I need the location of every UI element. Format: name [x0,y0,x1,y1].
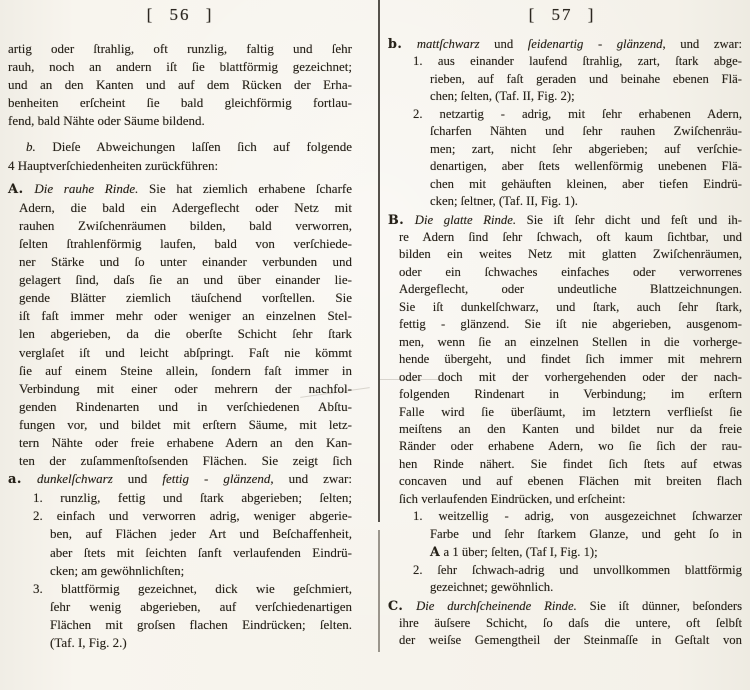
body-text: men, wenn ſie an einzelnen Stellen in die vorherge- [399,334,742,349]
column-divider-line [378,0,380,522]
body-text: artig oder ſtrahlig, oft runzlig, faltig und ſehr [8,41,352,56]
text-line [8,489,352,507]
body-text: (Taf. I, Fig. 2.) [50,635,127,650]
body-text [403,599,416,613]
text-block [388,508,742,561]
body-text [404,213,415,227]
text-line [8,217,352,235]
text-line [388,615,742,632]
text-block [8,489,352,507]
body-text: 2. netzartig - adrig, mit ſehr erhabenen Adern, [413,106,742,121]
text-line [388,404,742,421]
body-text: 1. weitzellig - adrig, von ausgezeichnet ſchwarzer [413,509,742,524]
text-line [388,123,742,140]
text-line [388,491,742,508]
body-text: Adergeflecht, oder undeutliche Blattzeichnungen. [399,282,742,297]
left-page-number: [ 56 ] [146,5,214,24]
right-page-number: [ 57 ] [528,5,596,24]
body-text: ſelten ſtrahlenförmig laufen, bald von verſchiede- [19,235,352,251]
text-line [8,289,352,307]
body-text: Adern, die bald ein Adergeflecht oder Netz mit [19,199,352,215]
body-text: 2. einfach und verworren adrig, weniger abgerie- [33,508,352,524]
body-text: und [479,37,528,51]
body-text: ihre äuſsere Schicht, ſo daſs die untere, oft ſelbſt [399,615,742,630]
text-line [8,380,352,398]
body-text: folgenden Rindenart in Verbindung; im erſtern [399,387,742,402]
body-text: cken; am gewöhnlichſten; [50,562,185,578]
italic-text: Die durchſcheinende Rinde. [416,598,577,613]
text-line [8,452,352,470]
text-block [388,35,742,53]
text-line [388,351,742,368]
text-line [388,579,742,596]
text-block [8,470,352,489]
text-line [388,386,742,403]
body-text: gelagert ſind, daſs ſie an und über einander lie- [19,272,352,288]
body-text: ſie auf einem Steine allein, ſondern faſt immer in [19,362,352,378]
italic-text: dunkelſchwarz [36,471,113,487]
text-line [8,76,352,94]
body-text: meiſtens an den Kanten und bildet nur da freie [399,421,742,436]
text-line [8,580,352,598]
body-text: ſehr wenig abgerieben, auf verſchiedenartigen [50,598,352,614]
text-block [8,138,352,174]
text-line [388,158,742,175]
text-block [8,180,352,471]
text-line [388,508,742,525]
text-line [8,271,352,289]
text-line [8,325,352,343]
body-text: bilden ein weites Netz mit glatten Zwiſchenräumen, [399,247,742,262]
text-line [8,235,352,253]
body-text: len abgerieben, da die oberſte Schicht ſehr ſtark [19,326,352,342]
body-text: cken; ſeltner, (Taf. II, Fig. 1). [430,194,578,209]
text-line [388,35,742,53]
body-text: men; zart, nicht ſehr abgerieben; auf verſchie- [430,141,742,156]
text-line [8,253,352,271]
body-text: hen Rinde nähert. Sie findet ſich ſtets auf etwas [399,456,742,471]
text-line [388,526,742,543]
body-text: genden Rindenarten und in verſchiedenen Abſtu- [19,398,352,414]
text-line [8,598,352,616]
body-text: , und zwar: [662,37,742,51]
text-block [388,211,742,509]
body-text: und [112,471,163,487]
body-text: 2. ſehr ſchwach-adrig und unvollkommen blattförmig [413,562,742,577]
blackletter-marker: B. [388,211,405,227]
text-line [8,94,352,112]
text-line [8,344,352,362]
text-line [388,281,742,298]
italic-text: mattſchwarz [416,37,480,51]
text-line [388,562,742,579]
body-text: gezeichnet; gewöhnlich. [430,580,554,595]
right-page-text-column [388,35,742,650]
body-text: Falle wird ſie überſäumt, im letztern verflieſst ſie [399,404,742,419]
body-text: 4 Hauptverſchiedenheiten zurückführen: [8,157,219,173]
body-text: ſich verlaufenden Eindrücken, und erſcheint: [399,491,626,506]
body-text: 1. runzlig, fettig und ſtark abgerieben; ſelten; [33,490,352,506]
text-line [8,525,352,543]
body-text: der weiſse Gemengtheil der Steinmaſſe in Geſtalt von [399,633,742,648]
text-line [8,362,352,380]
body-text: Sie iſt ſehr dicht und feſt und ih- [516,212,742,227]
text-line [388,334,742,351]
text-block [8,507,352,579]
body-text: ben, auf Flächen jeder Art und Beſchaffenheit, [50,526,352,542]
body-text: fend, bald Nähte oder Säume bildend. [8,113,205,129]
body-text: und an den Kanten und auf dem Rücken der Erha- [8,77,352,93]
column-divider-line-faded [378,530,380,652]
text-line [388,193,742,210]
body-text: rauh, noch an andern iſt ſie blattförmig gezeichnet; [8,59,352,75]
body-text: ten der zuſammenſtoſsenden Flächen. Sie zeigt ſich [19,453,352,469]
text-line [8,138,352,156]
text-line [8,40,352,58]
text-line [8,562,352,580]
text-line [8,58,352,76]
blackletter-marker: b. [388,36,403,51]
text-block [388,53,742,105]
text-line [388,543,742,561]
body-text: Farbe und ſehr ſtarkem Glanze, und geht ſo in [430,526,742,541]
body-text: chen; ſelten, (Taf. II, Fig. 2); [430,89,575,104]
body-text: Sie iſt dünner, beſonders [576,598,743,613]
text-line [388,316,742,333]
italic-text: ſeidenartig - glänzend [527,37,663,51]
text-block [388,597,742,650]
text-block [388,562,742,597]
text-line [388,421,742,438]
body-text: 1. aus einander laufend ſtrahlig, zart, ſtark abge- [413,54,742,69]
body-text [402,37,417,51]
text-line [388,88,742,105]
text-line [388,176,742,193]
body-text: fungen vor, und bildet mit erſtern Säume, mit letz- [19,416,352,432]
italic-text: fettig - glänzend [162,471,271,487]
body-text: benheiten erſcheint ſie bald gleichförmig fortlau- [8,95,352,111]
body-text: denartigen, aber ſtets wellenförmig unebenen Flä- [430,159,742,174]
text-line [8,634,352,652]
body-text: , und zwar: [270,471,352,487]
text-line [8,507,352,525]
text-line [388,229,742,246]
text-line [388,438,742,455]
body-text: Sie hat ziemlich erhabene ſcharfe [138,180,353,196]
text-line [388,473,742,490]
body-text: verglaſet iſt und leicht abſpringt. Faſt nie kömmt [19,344,352,360]
text-line [8,398,352,416]
text-line [388,456,742,473]
text-line [388,246,742,263]
text-block [388,106,742,211]
text-line [388,211,742,229]
text-line [388,106,742,123]
text-line [388,369,742,386]
italic-text: b. [26,139,36,155]
text-block [8,580,352,652]
text-line [8,416,352,434]
text-line [8,199,352,217]
text-line [388,597,742,615]
body-text: Sie iſt dunkelſchwarz, und ſtark, auch ſehr ſtark, [399,299,742,314]
body-text: oder ein ſchwaches einfaches oder verworrenes [399,264,742,279]
body-text: concaven und auf ebenen Flächen mit breiten flach [399,474,742,489]
body-text: Dieſe Abweichungen laſſen ſich auf folgende [35,139,352,155]
blackletter-marker: A. [8,181,24,197]
text-line [8,307,352,325]
blackletter-marker: a. [8,472,22,488]
body-text: Flächen mit groſsen flachen Eindrücken; ſelten. [50,616,352,632]
body-text: hende übergeht, und findet ſich immer mit mehrern [399,352,742,367]
body-text: gende Blätter ziemlich täuſchend vorſtellen. Sie [19,290,352,306]
text-line [8,112,352,130]
body-text: ner Stärke und ſo unter einander verbunden und [19,254,352,270]
body-text: chen mit gehäuften kleinen, aber tiefen Eindrü- [430,176,742,191]
body-text: ſcharfen Nähten und ſehr rauhen Zwiſchenräu- [430,124,742,139]
text-line [8,180,352,199]
italic-text: Die rauhe Rinde. [34,180,139,196]
text-line [388,141,742,158]
blackletter-marker: A [430,544,441,560]
body-text: iſt faſt immer mehr oder weniger an einzelnen Stel- [19,308,352,324]
text-block [8,40,352,130]
text-line [388,71,742,88]
text-line [388,299,742,316]
text-line [388,632,742,649]
body-text: oder doch mit der vorhergehenden oder der nach- [399,369,742,384]
body-text: tern Nähte oder freie erhabene Adern an den Kan- [19,434,352,450]
body-text: Ränder oder erhabene Adern, wo ſie ſich der rau- [399,439,742,454]
text-line [8,157,352,175]
blackletter-marker: C. [388,597,404,613]
body-text: a 1 über; ſelten, (Taf I, Fig. 1); [440,545,598,560]
text-line [8,544,352,562]
text-line [388,264,742,281]
italic-text: Die glatte Rinde. [414,212,517,227]
body-text [22,471,37,486]
body-text: rieben, auf faſt geraden und beinahe ebenen Flä- [430,71,742,86]
text-line [8,470,352,489]
text-line [388,53,742,70]
body-text: fettig - glänzend. Sie iſt nie abgerieben, ausgenom- [399,317,742,332]
body-text: rauhen Zwiſchenräumen bilden, bald verworren, [19,217,352,233]
left-page-text-column [8,40,352,652]
body-text [24,181,35,196]
body-text: 3. blattförmig gezeichnet, dick wie geſchmiert, [33,580,352,596]
body-text: Verbindung mit einer oder mehrern der nachfol- [19,380,352,396]
body-text: re Adern ſind ſehr ſchwach, oft kaum ſichtbar, und [399,229,742,244]
body-text: aber ſtets mit ſeichten ſanft verlaufenden Eindrü- [50,544,352,560]
text-line [8,616,352,634]
text-line [8,434,352,452]
